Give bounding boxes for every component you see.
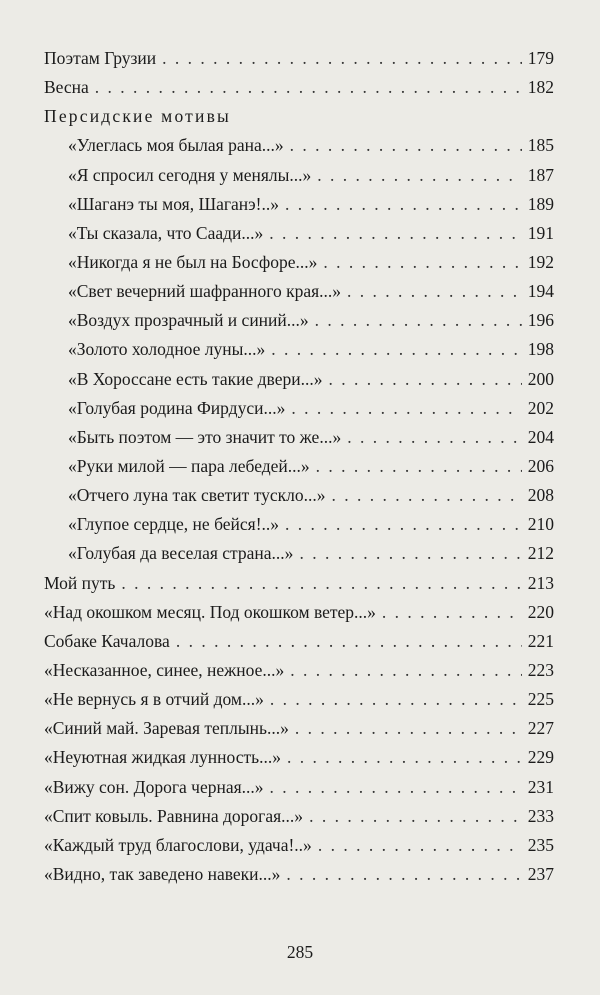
toc-entry-page: 179 (527, 48, 554, 68)
toc-entry (44, 369, 554, 398)
toc-entry-page: 225 (527, 689, 554, 710)
toc-entry-title: «Золото холодное луны...» (68, 339, 266, 360)
toc-entry (44, 514, 554, 543)
toc-entry-page: 189 (527, 193, 554, 214)
dot-leader (317, 165, 521, 186)
toc-entry-page: 200 (527, 368, 554, 389)
toc-entry-page: 208 (527, 485, 554, 506)
toc-entry-page: 213 (527, 572, 554, 593)
toc-entry (44, 223, 554, 252)
dot-leader (290, 135, 522, 156)
toc-entry (44, 835, 554, 864)
toc-entry-page: 227 (527, 718, 554, 739)
toc-entry (44, 77, 554, 106)
toc-entry-title: «Над окошком месяц. Под окошком ветер...» (44, 601, 376, 622)
toc-entry-title: «Не вернусь я в отчий дом...» (44, 689, 264, 710)
dot-leader (287, 747, 522, 768)
dot-leader (121, 573, 521, 594)
toc-entry (44, 747, 554, 776)
toc-entry-title: «Голубая да веселая страна...» (68, 543, 294, 564)
toc-entry-page: 187 (527, 164, 554, 185)
toc-entry-page: 229 (527, 747, 554, 768)
dot-leader (285, 194, 522, 215)
dot-leader (291, 398, 521, 419)
toc-entry (44, 252, 554, 281)
toc-entry-title: «Свет вечерний шафранного края...» (68, 281, 342, 302)
toc-entry-title: «Улеглась моя былая рана...» (68, 135, 284, 156)
toc-entry-title: Персидские мотивы (44, 106, 231, 127)
toc-entry-title: «Видно, так заведено навеки...» (44, 863, 281, 884)
dot-leader (295, 718, 522, 739)
toc-entry-title: Поэтам Грузии (44, 48, 157, 68)
dot-leader (299, 543, 521, 564)
dot-leader (290, 660, 522, 681)
toc-entry-page: 206 (527, 455, 554, 476)
toc-entry-title: «В Хороссане есть такие двери...» (68, 368, 323, 389)
toc-entry-page: 202 (527, 397, 554, 418)
toc-entry-title: «Воздух прозрачный и синий...» (68, 310, 309, 331)
toc-entry (44, 456, 554, 485)
toc-entry (44, 310, 554, 339)
toc-entry-title: Мой путь (44, 572, 116, 593)
toc-entry-page: 235 (527, 834, 554, 855)
dot-leader (162, 48, 522, 69)
toc-entry-title: «Глупое сердце, не бейся!..» (68, 514, 280, 535)
toc-entry (44, 485, 554, 514)
dot-leader (332, 485, 522, 506)
toc-entry-title: «Шаганэ ты моя, Шаганэ!..» (68, 193, 280, 214)
toc-entry-page: 194 (527, 281, 554, 302)
toc-entry-page: 221 (527, 630, 554, 651)
toc-entry (44, 339, 554, 368)
toc-entry-page: 237 (527, 863, 554, 884)
toc-entry (44, 660, 554, 689)
toc-entry-title: «Голубая родина Фирдуси...» (68, 397, 286, 418)
dot-leader (269, 223, 521, 244)
toc-entry-page: 223 (527, 659, 554, 680)
dot-leader (309, 806, 522, 827)
toc-entry-page: 231 (527, 776, 554, 797)
toc-entry-title: «Вижу сон. Дорога черная...» (44, 776, 264, 797)
page-number: 285 (286, 942, 314, 962)
toc-entry-page: 212 (527, 543, 554, 564)
dot-leader (95, 77, 522, 98)
toc-entry-page: 233 (527, 805, 554, 826)
toc-entry-title: «Спит ковыль. Равнина дорогая...» (44, 805, 304, 826)
toc-entry-title: «Руки милой — пара лебедей...» (68, 455, 310, 476)
dot-leader (285, 514, 522, 535)
toc-entry-title: «Несказанное, синее, нежное...» (44, 659, 285, 680)
toc-entry (44, 573, 554, 602)
dot-leader (323, 252, 521, 273)
toc-entry-page: 185 (527, 135, 554, 156)
dot-leader (328, 369, 521, 390)
toc-entry-title: «Каждый труд благослови, удача!..» (44, 834, 312, 855)
toc-entry-page: 192 (527, 251, 554, 272)
toc-entry (44, 777, 554, 806)
dot-leader (270, 777, 522, 798)
toc-entry (44, 631, 554, 660)
dot-leader (316, 456, 522, 477)
toc-entry (44, 135, 554, 164)
dot-leader (286, 864, 521, 885)
toc-entry (44, 689, 554, 718)
toc-entry-page: 210 (527, 514, 554, 535)
toc-entry (44, 398, 554, 427)
toc-entry-page: 220 (527, 601, 554, 622)
dot-leader (347, 427, 522, 448)
toc-entry (44, 806, 554, 835)
toc-entry (44, 194, 554, 223)
dot-leader (270, 689, 522, 710)
toc-entry-title: «Отчего луна так светит тускло...» (68, 485, 326, 506)
toc-entry (44, 864, 554, 893)
toc-entry-title: «Быть поэтом — это значит то же...» (68, 426, 342, 447)
toc-entry (44, 543, 554, 572)
dot-leader (382, 602, 522, 623)
toc-entry-title: «Ты сказала, что Саади...» (68, 222, 264, 243)
dot-leader (347, 281, 522, 302)
toc-entry (44, 718, 554, 747)
dot-leader (176, 631, 522, 652)
dot-leader (315, 310, 522, 331)
toc-entry-page: 204 (527, 426, 554, 447)
toc-entry-title: «Я спросил сегодня у менялы...» (68, 164, 312, 185)
toc-entry-page: 196 (527, 310, 554, 331)
toc-section-heading (44, 106, 554, 135)
toc-entry-title: Весна (44, 77, 89, 98)
table-of-contents (44, 48, 554, 893)
toc-entry (44, 165, 554, 194)
toc-entry-title: Собаке Качалова (44, 630, 170, 651)
toc-entry (44, 281, 554, 310)
dot-leader (318, 835, 522, 856)
toc-entry (44, 602, 554, 631)
toc-entry-page: 191 (527, 222, 554, 243)
dot-leader (271, 339, 521, 360)
toc-entry-page: 182 (527, 77, 554, 98)
toc-entry-title: «Никогда я не был на Босфоре...» (68, 251, 318, 272)
toc-entry-page: 198 (527, 339, 554, 360)
toc-entry (44, 427, 554, 456)
toc-entry-title: «Синий май. Заревая теплынь...» (44, 718, 289, 739)
toc-entry (44, 48, 554, 77)
toc-entry-title: «Неуютная жидкая лунность...» (44, 747, 281, 768)
